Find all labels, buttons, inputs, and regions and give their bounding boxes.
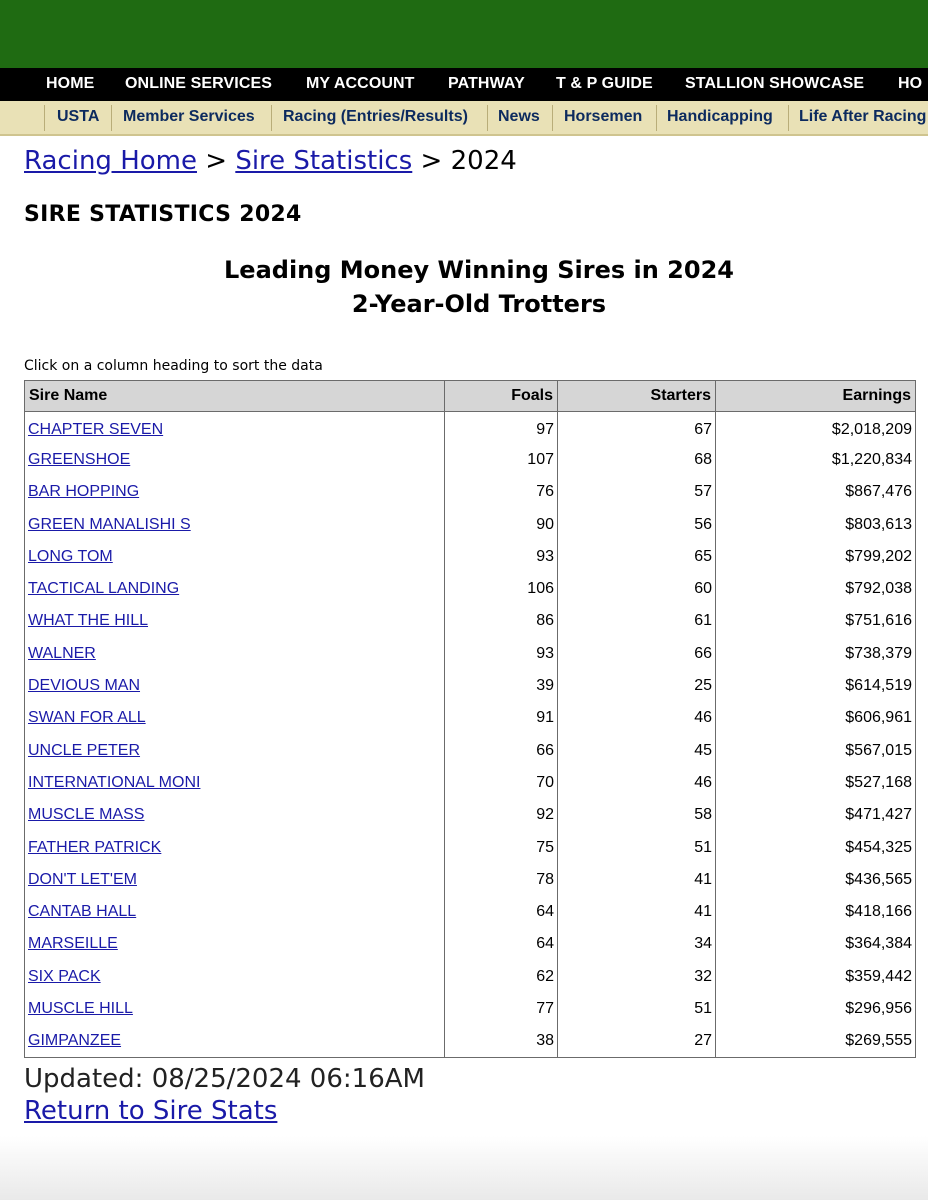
- sire-name-cell: [25, 864, 445, 896]
- foals-cell: 90: [445, 508, 558, 540]
- sire-name-cell: [25, 799, 445, 831]
- starters-cell: 56: [558, 508, 716, 540]
- starters-cell: 34: [558, 928, 716, 960]
- return-to-sire-stats-link[interactable]: Return to Sire Stats: [24, 1096, 278, 1126]
- subnav-member-services[interactable]: Member Services: [123, 108, 255, 125]
- foals-cell: 76: [445, 476, 558, 508]
- starters-cell: 46: [558, 767, 716, 799]
- table-row: [25, 1025, 916, 1057]
- sire-name-cell: [25, 476, 445, 508]
- earnings-cell: $867,476: [716, 476, 916, 508]
- sire-name-cell: [25, 734, 445, 766]
- subnav-usta[interactable]: USTA: [57, 108, 100, 125]
- sire-name-cell: [25, 573, 445, 605]
- earnings-cell: $454,325: [716, 831, 916, 863]
- sire-name-cell: [25, 638, 445, 670]
- foals-cell: 93: [445, 638, 558, 670]
- table-row: [25, 831, 916, 863]
- nav-stallion-showcase[interactable]: STALLION SHOWCASE: [685, 75, 865, 92]
- table-row: [25, 638, 916, 670]
- earnings-cell: $803,613: [716, 508, 916, 540]
- sire-name-link[interactable]: DEVIOUS MAN: [28, 677, 141, 695]
- breadcrumb-sire-statistics-link[interactable]: Sire Statistics: [235, 146, 413, 176]
- table-row: [25, 412, 916, 444]
- foals-cell: 107: [445, 444, 558, 476]
- column-header-starters[interactable]: Starters: [558, 381, 716, 412]
- foals-cell: 75: [445, 831, 558, 863]
- sub-nav-divider: [44, 105, 45, 131]
- starters-cell: 51: [558, 831, 716, 863]
- sire-name-link[interactable]: INTERNATIONAL MONI: [28, 773, 201, 791]
- table-row: [25, 541, 916, 573]
- foals-cell: 39: [445, 670, 558, 702]
- sire-name-link[interactable]: GREENSHOE: [28, 450, 131, 468]
- foals-cell: 66: [445, 734, 558, 766]
- foals-cell: 78: [445, 864, 558, 896]
- sub-nav-divider: [552, 105, 553, 131]
- starters-cell: 60: [558, 573, 716, 605]
- earnings-cell: $2,018,209: [716, 412, 916, 444]
- starters-cell: 67: [558, 412, 716, 444]
- earnings-cell: $296,956: [716, 993, 916, 1025]
- earnings-cell: $751,616: [716, 605, 916, 637]
- sire-name-link[interactable]: SIX PACK: [28, 967, 101, 985]
- foals-cell: 70: [445, 767, 558, 799]
- table-row: [25, 864, 916, 896]
- foals-cell: 64: [445, 928, 558, 960]
- sire-name-link[interactable]: LONG TOM: [28, 547, 113, 565]
- nav-my-account[interactable]: MY ACCOUNT: [306, 75, 415, 92]
- sire-name-cell: [25, 508, 445, 540]
- column-header-earnings[interactable]: Earnings: [716, 381, 916, 412]
- subnav-life-after-racing[interactable]: Life After Racing: [799, 108, 927, 125]
- table-row: [25, 993, 916, 1025]
- sire-name-cell: [25, 412, 445, 444]
- earnings-cell: $418,166: [716, 896, 916, 928]
- foals-cell: 86: [445, 605, 558, 637]
- sire-name-link[interactable]: FATHER PATRICK: [28, 838, 162, 856]
- nav-ho-truncated[interactable]: HO: [898, 75, 923, 92]
- table-row: [25, 444, 916, 476]
- sire-name-link[interactable]: UNCLE PETER: [28, 741, 141, 759]
- earnings-cell: $1,220,834: [716, 444, 916, 476]
- sort-hint: Click on a column heading to sort the data: [24, 358, 323, 374]
- earnings-cell: $738,379: [716, 638, 916, 670]
- breadcrumb-separator: >: [420, 146, 443, 176]
- sire-name-cell: [25, 993, 445, 1025]
- starters-cell: 45: [558, 734, 716, 766]
- sire-name-cell: [25, 541, 445, 573]
- sire-name-cell: [25, 1025, 445, 1057]
- earnings-cell: $269,555: [716, 1025, 916, 1057]
- sire-name-link[interactable]: GIMPANZEE: [28, 1032, 122, 1050]
- table-heading-line2: 2-Year-Old Trotters: [351, 290, 607, 318]
- table-row: [25, 896, 916, 928]
- table-row: [25, 961, 916, 993]
- earnings-cell: $436,565: [716, 864, 916, 896]
- sub-nav: [0, 101, 928, 136]
- sire-name-link[interactable]: MUSCLE MASS: [28, 806, 145, 824]
- breadcrumb: [24, 146, 517, 176]
- foals-cell: 106: [445, 573, 558, 605]
- subnav-news[interactable]: News: [498, 108, 540, 125]
- sire-name-link[interactable]: WALNER: [28, 644, 96, 662]
- starters-cell: 32: [558, 961, 716, 993]
- foals-cell: 64: [445, 896, 558, 928]
- table-row: [25, 767, 916, 799]
- sire-name-link[interactable]: BAR HOPPING: [28, 483, 140, 501]
- starters-cell: 41: [558, 896, 716, 928]
- earnings-cell: $799,202: [716, 541, 916, 573]
- updated-timestamp: Updated: 08/25/2024 06:16AM: [24, 1064, 425, 1094]
- table-row: [25, 508, 916, 540]
- earnings-cell: $567,015: [716, 734, 916, 766]
- sire-name-link[interactable]: WHAT THE HILL: [28, 612, 149, 630]
- foals-cell: 97: [445, 412, 558, 444]
- sub-nav-divider: [111, 105, 112, 131]
- foals-cell: 62: [445, 961, 558, 993]
- foals-cell: 38: [445, 1025, 558, 1057]
- starters-cell: 25: [558, 670, 716, 702]
- table-heading-line1: Leading Money Winning Sires in 2024: [224, 256, 734, 284]
- sire-name-cell: [25, 831, 445, 863]
- starters-cell: 68: [558, 444, 716, 476]
- breadcrumb-racing-home-link[interactable]: Racing Home: [24, 146, 197, 176]
- sire-name-link[interactable]: GREEN MANALISHI S: [28, 515, 191, 533]
- sire-name-link[interactable]: SWAN FOR ALL: [28, 709, 146, 727]
- sire-name-link[interactable]: DON'T LET'EM: [28, 870, 137, 888]
- main-nav: [0, 68, 928, 101]
- table-row: [25, 734, 916, 766]
- starters-cell: 58: [558, 799, 716, 831]
- sire-name-link[interactable]: CHAPTER SEVEN: [28, 420, 164, 438]
- sire-name-cell: [25, 605, 445, 637]
- sire-name-cell: [25, 670, 445, 702]
- sub-nav-divider: [271, 105, 272, 131]
- table-row: [25, 702, 916, 734]
- sire-name-cell: [25, 702, 445, 734]
- nav-pathway[interactable]: PATHWAY: [448, 75, 525, 92]
- column-header-sire-name[interactable]: Sire Name: [25, 381, 445, 412]
- breadcrumb-current: 2024: [450, 146, 517, 176]
- earnings-cell: $792,038: [716, 573, 916, 605]
- sire-name-link[interactable]: MARSEILLE: [28, 935, 118, 953]
- table-row: [25, 573, 916, 605]
- subnav-horsemen[interactable]: Horsemen: [564, 108, 643, 125]
- starters-cell: 27: [558, 1025, 716, 1057]
- sire-name-cell: [25, 928, 445, 960]
- nav-online-services[interactable]: ONLINE SERVICES: [125, 75, 273, 92]
- sire-name-cell: [25, 896, 445, 928]
- table-header-row: [25, 381, 916, 412]
- table-row: [25, 670, 916, 702]
- earnings-cell: $614,519: [716, 670, 916, 702]
- starters-cell: 65: [558, 541, 716, 573]
- earnings-cell: $364,384: [716, 928, 916, 960]
- breadcrumb-separator: >: [205, 146, 228, 176]
- nav-home[interactable]: HOME: [46, 75, 95, 92]
- sire-name-cell: [25, 767, 445, 799]
- foals-cell: 77: [445, 993, 558, 1025]
- sire-name-cell: [25, 961, 445, 993]
- sub-nav-divider: [656, 105, 657, 131]
- sire-stats-table: [24, 380, 916, 1058]
- subnav-handicapping[interactable]: Handicapping: [667, 108, 773, 125]
- page-bottom-fade: [0, 1136, 928, 1200]
- nav-tp-guide[interactable]: T & P GUIDE: [556, 75, 653, 92]
- table-row: [25, 476, 916, 508]
- subnav-racing[interactable]: Racing (Entries/Results): [283, 108, 468, 125]
- earnings-cell: $471,427: [716, 799, 916, 831]
- sire-name-link[interactable]: MUSCLE HILL: [28, 999, 133, 1017]
- table-row: [25, 799, 916, 831]
- table-row: [25, 605, 916, 637]
- foals-cell: 91: [445, 702, 558, 734]
- column-header-foals[interactable]: Foals: [445, 381, 558, 412]
- starters-cell: 66: [558, 638, 716, 670]
- page-title: SIRE STATISTICS 2024: [24, 202, 302, 227]
- starters-cell: 51: [558, 993, 716, 1025]
- table-row: [25, 928, 916, 960]
- starters-cell: 61: [558, 605, 716, 637]
- sire-name-link[interactable]: CANTAB HALL: [28, 903, 137, 921]
- sire-name-cell: [25, 444, 445, 476]
- foals-cell: 93: [445, 541, 558, 573]
- sub-nav-divider: [788, 105, 789, 131]
- starters-cell: 41: [558, 864, 716, 896]
- table-body: [25, 412, 916, 1058]
- sub-nav-divider: [487, 105, 488, 131]
- starters-cell: 46: [558, 702, 716, 734]
- foals-cell: 92: [445, 799, 558, 831]
- site-header-banner: [0, 0, 928, 68]
- earnings-cell: $359,442: [716, 961, 916, 993]
- earnings-cell: $606,961: [716, 702, 916, 734]
- starters-cell: 57: [558, 476, 716, 508]
- earnings-cell: $527,168: [716, 767, 916, 799]
- sire-name-link[interactable]: TACTICAL LANDING: [28, 580, 180, 598]
